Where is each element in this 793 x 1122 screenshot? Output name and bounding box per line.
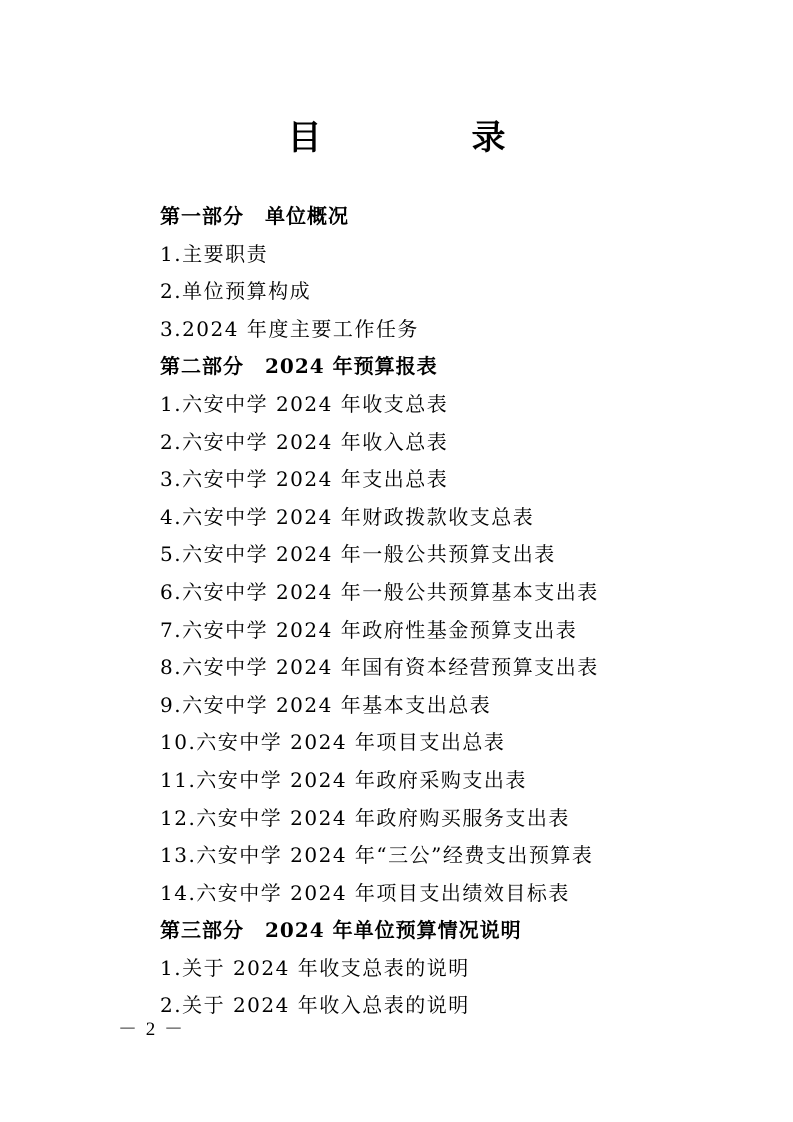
toc-section-heading: 第三部分 2024 年单位预算情况说明	[160, 918, 522, 943]
toc-item: 8.六安中学 2024 年国有资本经营预算支出表	[160, 655, 599, 680]
toc-item: 10.六安中学 2024 年项目支出总表	[160, 730, 506, 755]
toc-item: 6.六安中学 2024 年一般公共预算基本支出表	[160, 579, 599, 604]
toc-item: 9.六安中学 2024 年基本支出总表	[160, 692, 492, 717]
toc-item: 12.六安中学 2024 年政府购买服务支出表	[160, 805, 570, 830]
toc-section-heading: 第一部分 单位概况	[160, 204, 349, 228]
toc-item: 1.六安中学 2024 年收支总表	[160, 391, 449, 416]
toc-item: 13.六安中学 2024 年“三公”经费支出预算表	[160, 843, 594, 868]
document-title: 目 录	[287, 118, 564, 158]
toc-item: 2.单位预算构成	[160, 279, 312, 304]
toc-section-heading: 第二部分 2024 年预算报表	[160, 354, 438, 379]
toc-item: 1.主要职责	[160, 241, 269, 266]
toc-item: 4.六安中学 2024 年财政拨款收支总表	[160, 504, 535, 529]
toc-item: 2.六安中学 2024 年收入总表	[160, 429, 449, 454]
toc-item: 1.关于 2024 年收支总表的说明	[160, 955, 470, 980]
page-number: － 2 －	[118, 1019, 186, 1040]
toc-item: 5.六安中学 2024 年一般公共预算支出表	[160, 542, 556, 567]
toc-item: 14.六安中学 2024 年项目支出绩效目标表	[160, 880, 570, 905]
toc-item: 7.六安中学 2024 年政府性基金预算支出表	[160, 617, 578, 642]
toc-item: 3.六安中学 2024 年支出总表	[160, 467, 449, 492]
table-of-contents	[160, 198, 760, 1025]
toc-item: 2.关于 2024 年收入总表的说明	[160, 993, 470, 1018]
toc-item: 11.六安中学 2024 年政府采购支出表	[160, 767, 527, 792]
toc-item: 3.2024 年度主要工作任务	[160, 316, 419, 341]
